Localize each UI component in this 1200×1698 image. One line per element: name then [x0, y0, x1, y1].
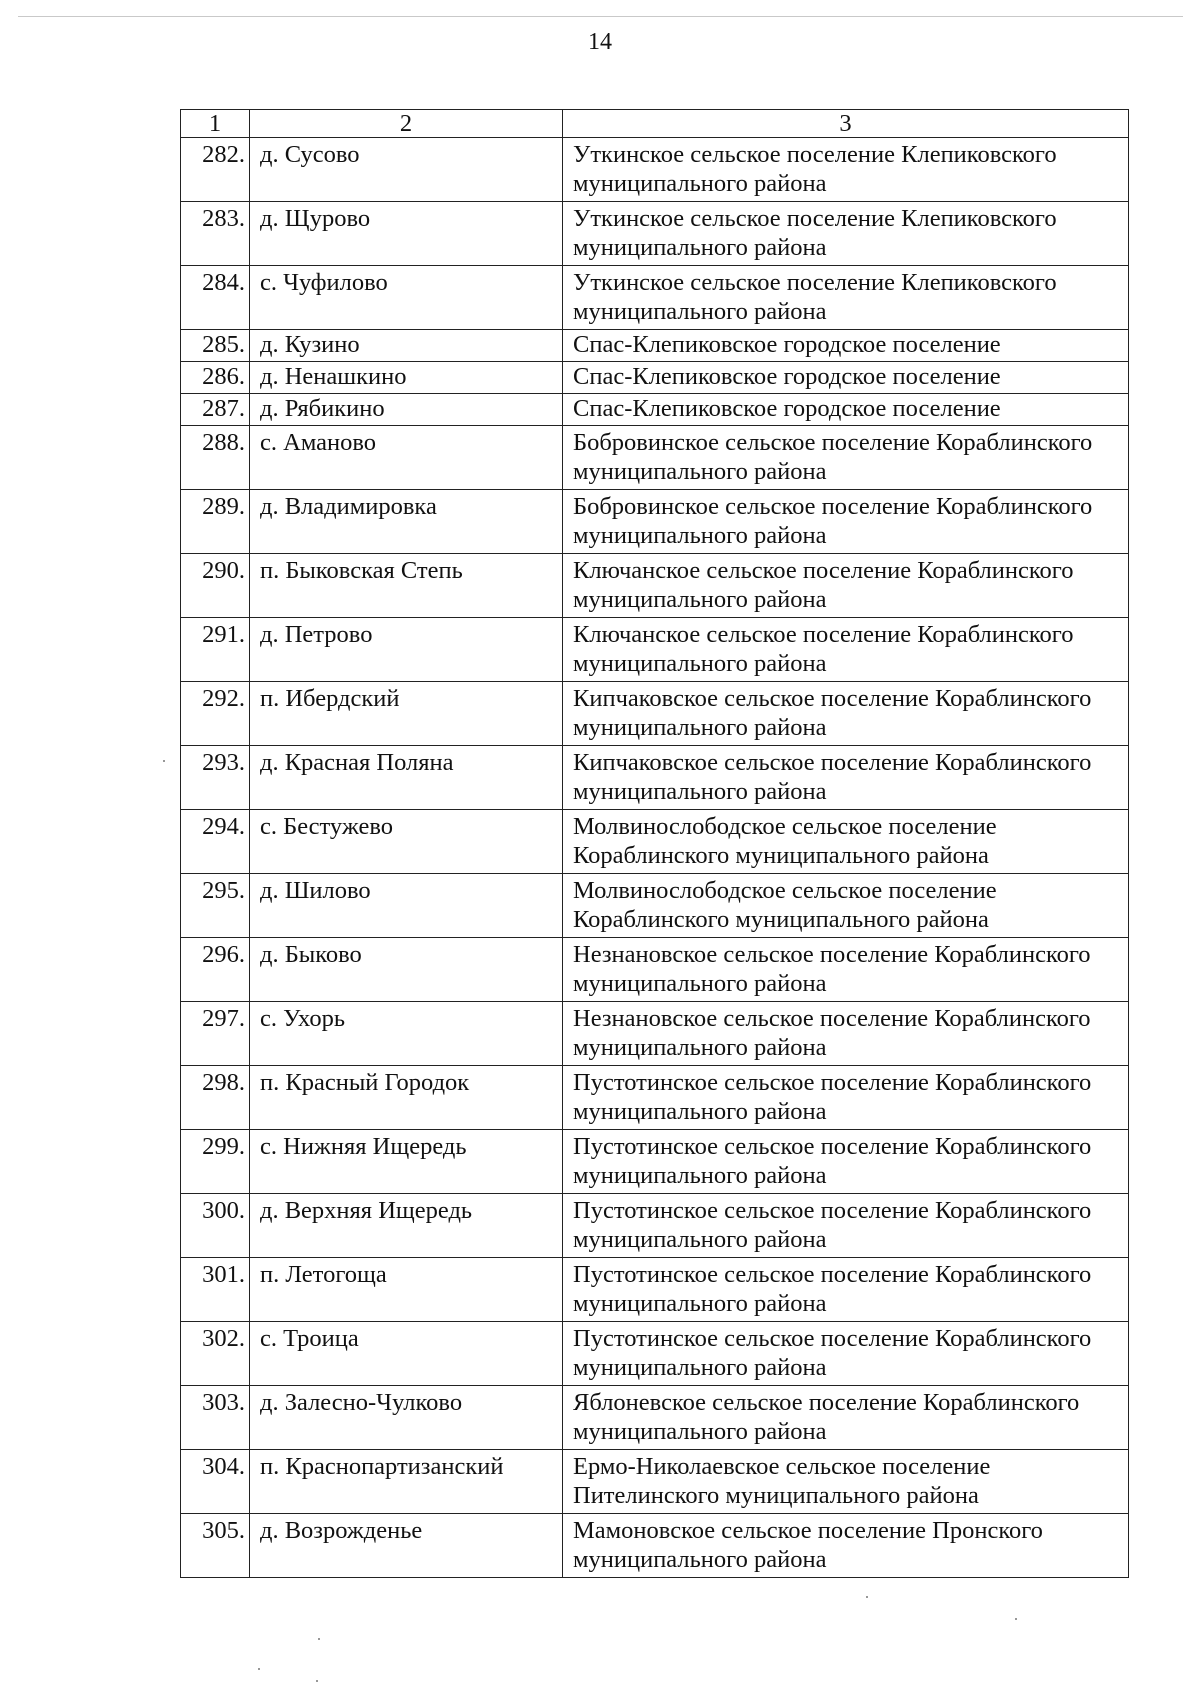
row-number: 287. [181, 394, 250, 426]
locality-name: д. Владимировка [250, 490, 563, 554]
locality-name: д. Залесно-Чулково [250, 1386, 563, 1450]
row-number: 288. [181, 426, 250, 490]
row-number: 304. [181, 1450, 250, 1514]
locality-name: с. Чуфилово [250, 266, 563, 330]
locality-name: д. Рябикино [250, 394, 563, 426]
locality-name: д. Возрожденье [250, 1514, 563, 1578]
settlement-name: Кипчаковское сельское поселение Кораблинского муниципального района [563, 746, 1129, 810]
row-number: 285. [181, 330, 250, 362]
table-header-row [181, 110, 1129, 138]
locality-name: с. Троица [250, 1322, 563, 1386]
row-number: 296. [181, 938, 250, 1002]
scan-speck [318, 1638, 320, 1640]
row-number: 289. [181, 490, 250, 554]
locality-name: с. Ухорь [250, 1002, 563, 1066]
row-number: 301. [181, 1258, 250, 1322]
table-row [181, 1450, 1129, 1514]
table-row [181, 1514, 1129, 1578]
scan-speck [316, 1680, 318, 1682]
locality-name: с. Нижняя Ищередь [250, 1130, 563, 1194]
row-number: 291. [181, 618, 250, 682]
row-number: 299. [181, 1130, 250, 1194]
settlement-name: Яблоневское сельское поселение Кораблинского муниципального района [563, 1386, 1129, 1450]
column-header-locality: 2 [250, 110, 563, 138]
locality-name: д. Кузино [250, 330, 563, 362]
column-header-settlement: 3 [563, 110, 1129, 138]
row-number: 298. [181, 1066, 250, 1130]
row-number: 290. [181, 554, 250, 618]
table-row [181, 202, 1129, 266]
locality-name: п. Летогоща [250, 1258, 563, 1322]
settlement-name: Пустотинское сельское поселение Кораблинского муниципального района [563, 1130, 1129, 1194]
table-row [181, 1130, 1129, 1194]
locality-name: п. Ибердский [250, 682, 563, 746]
settlement-name: Уткинское сельское поселение Клепиковского муниципального района [563, 138, 1129, 202]
table-row [181, 746, 1129, 810]
table-row [181, 394, 1129, 426]
row-number: 284. [181, 266, 250, 330]
settlement-name: Ермо-Николаевское сельское поселение Пителинского муниципального района [563, 1450, 1129, 1514]
locality-name: д. Шилово [250, 874, 563, 938]
table-row [181, 874, 1129, 938]
table-row [181, 682, 1129, 746]
settlement-name: Незнановское сельское поселение Кораблинского муниципального района [563, 938, 1129, 1002]
settlement-name: Пустотинское сельское поселение Кораблинского муниципального района [563, 1258, 1129, 1322]
settlement-name: Уткинское сельское поселение Клепиковского муниципального района [563, 266, 1129, 330]
settlement-name: Мамоновское сельское поселение Пронского муниципального района [563, 1514, 1129, 1578]
table-row [181, 266, 1129, 330]
settlement-name: Молвинослободское сельское поселение Кораблинского муниципального района [563, 874, 1129, 938]
locality-name: д. Верхняя Ищередь [250, 1194, 563, 1258]
table-row [181, 490, 1129, 554]
settlement-name: Пустотинское сельское поселение Кораблинского муниципального района [563, 1194, 1129, 1258]
scan-edge-line [18, 16, 1183, 17]
scan-speck [163, 760, 165, 762]
row-number: 294. [181, 810, 250, 874]
table-row [181, 426, 1129, 490]
row-number: 282. [181, 138, 250, 202]
settlement-name: Спас-Клепиковское городское поселение [563, 394, 1129, 426]
row-number: 295. [181, 874, 250, 938]
locality-name: д. Петрово [250, 618, 563, 682]
row-number: 286. [181, 362, 250, 394]
table-row [181, 1322, 1129, 1386]
table-row [181, 1386, 1129, 1450]
locality-name: д. Быково [250, 938, 563, 1002]
settlement-name: Пустотинское сельское поселение Кораблинского муниципального района [563, 1322, 1129, 1386]
settlement-name: Бобровинское сельское поселение Кораблинского муниципального района [563, 426, 1129, 490]
table-row [181, 618, 1129, 682]
table-row [181, 1194, 1129, 1258]
locality-name: д. Сусово [250, 138, 563, 202]
settlement-name: Бобровинское сельское поселение Кораблинского муниципального района [563, 490, 1129, 554]
settlement-name: Спас-Клепиковское городское поселение [563, 362, 1129, 394]
table-row [181, 138, 1129, 202]
locality-name: п. Красный Городок [250, 1066, 563, 1130]
scan-speck [1015, 1618, 1017, 1620]
settlement-name: Ключанское сельское поселение Кораблинского муниципального района [563, 618, 1129, 682]
row-number: 293. [181, 746, 250, 810]
locality-name: д. Красная Поляна [250, 746, 563, 810]
locality-name: д. Ненашкино [250, 362, 563, 394]
table-row [181, 938, 1129, 1002]
settlement-name: Пустотинское сельское поселение Кораблинского муниципального района [563, 1066, 1129, 1130]
settlements-table [180, 109, 1129, 1578]
row-number: 300. [181, 1194, 250, 1258]
row-number: 305. [181, 1514, 250, 1578]
row-number: 283. [181, 202, 250, 266]
settlement-name: Кипчаковское сельское поселение Кораблинского муниципального района [563, 682, 1129, 746]
settlement-name: Молвинослободское сельское поселение Кораблинского муниципального района [563, 810, 1129, 874]
row-number: 297. [181, 1002, 250, 1066]
table-row [181, 810, 1129, 874]
settlement-name: Незнановское сельское поселение Кораблинского муниципального района [563, 1002, 1129, 1066]
page-number: 14 [588, 29, 612, 55]
locality-name: д. Щурово [250, 202, 563, 266]
row-number: 292. [181, 682, 250, 746]
row-number: 302. [181, 1322, 250, 1386]
locality-name: с. Аманово [250, 426, 563, 490]
table-row [181, 1258, 1129, 1322]
locality-name: с. Бестужево [250, 810, 563, 874]
table-row [181, 1066, 1129, 1130]
table-body [181, 138, 1129, 1578]
scan-speck [866, 1596, 868, 1598]
table-row [181, 362, 1129, 394]
locality-name: п. Быковская Степь [250, 554, 563, 618]
locality-name: п. Краснопартизанский [250, 1450, 563, 1514]
table-row [181, 554, 1129, 618]
settlement-name: Ключанское сельское поселение Кораблинского муниципального района [563, 554, 1129, 618]
column-header-number: 1 [181, 110, 250, 138]
settlement-name: Спас-Клепиковское городское поселение [563, 330, 1129, 362]
settlement-name: Уткинское сельское поселение Клепиковского муниципального района [563, 202, 1129, 266]
table-row [181, 1002, 1129, 1066]
row-number: 303. [181, 1386, 250, 1450]
table-row [181, 330, 1129, 362]
scan-speck [258, 1668, 260, 1670]
